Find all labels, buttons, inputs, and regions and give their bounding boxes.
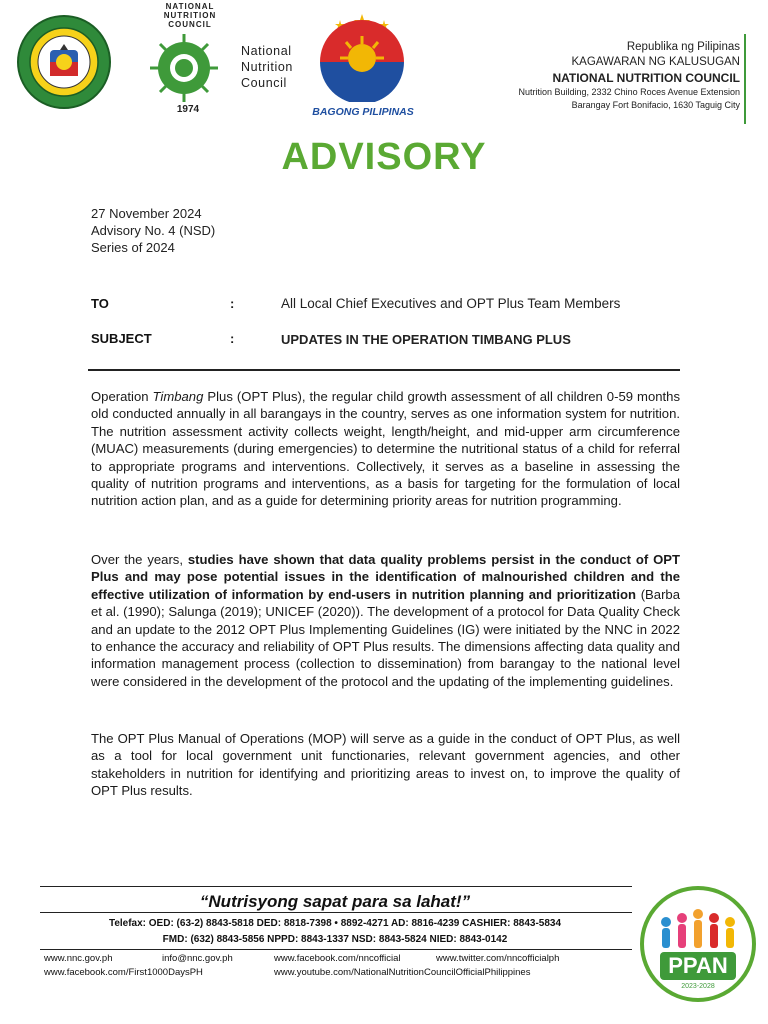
document-title: ADVISORY: [281, 136, 487, 178]
address-city: Barangay Fort Bonifacio, 1630 Taguig City: [571, 100, 740, 110]
subject-label: SUBJECT: [91, 331, 152, 346]
link-email[interactable]: info@nnc.gov.ph: [162, 953, 233, 964]
link-youtube[interactable]: www.youtube.com/NationalNutritionCouncilOfficialPhilippines: [274, 967, 531, 978]
paragraph-2: [91, 551, 680, 690]
link-facebook-nnc[interactable]: www.facebook.com/nncofficial: [274, 953, 401, 964]
letterhead-address: [519, 40, 740, 112]
p2-text-b: (Barba et al. (1990); Salunga (2019); UNICEF (2020)). The development of a protocol for Data Quality Check and an update to the 2012 OPT Plus Implementing Guidelines (IG) were initiated by the NNC in 2022 to enhance the accuracy and reliability of OPT Plus results. The dimensions affecting data quality and information management process (collection to dissemination) from barangay to the national level were considered in the development of the protocol and the updating of the implementing guidelines.: [91, 586, 680, 689]
address-street: Nutrition Building, 2332 Chino Roces Avenue Extension: [518, 87, 740, 97]
to-value: All Local Chief Executives and OPT Plus Team Members: [281, 296, 621, 311]
to-colon: :: [230, 296, 235, 311]
footer-rule-bottom: [40, 949, 632, 950]
nnc-word-nutrition: Nutrition: [241, 60, 293, 74]
bagong-pilipinas-logo: [310, 12, 414, 102]
advisory-series: Series of 2024: [91, 240, 175, 255]
p2-text-a: Over the years,: [91, 552, 188, 567]
nnc-word-council: Council: [241, 76, 287, 90]
nnc-logo-text: NATIONAL NUTRITION COUNCIL: [163, 2, 217, 29]
p1-text-a: Operation: [91, 389, 153, 404]
subject-value: UPDATES IN THE OPERATION TIMBANG PLUS: [281, 332, 571, 347]
advisory-meta: [91, 205, 215, 256]
footer-rule-motto: [40, 912, 632, 913]
letterhead-accent-bar: [744, 34, 746, 124]
subject-colon: :: [230, 331, 235, 346]
ppan-text: PPAN: [668, 953, 728, 978]
p1-italic: Timbang: [152, 389, 204, 404]
to-label: TO: [91, 296, 109, 311]
footer-motto: “Nutrisyong sapat para sa lahat!”: [199, 892, 471, 911]
paragraph-3: The OPT Plus Manual of Operations (MOP) will serve as a guide in the conduct of OPT Plus, as well as a tool for local government unit functionaries, relevant government agencies, and other stakeholders in nutrition for identifying and prioritizing areas to invest on, to improve the quality of OPT Plus results.: [91, 731, 680, 799]
nnc-logo-year: 1974: [176, 104, 200, 115]
bagong-pilipinas-text: BAGONG PILIPINAS: [312, 106, 414, 118]
footer-rule-top: [40, 886, 632, 887]
link-website[interactable]: www.nnc.gov.ph: [44, 953, 113, 964]
address-department: KAGAWARAN NG KALUSUGAN: [571, 56, 740, 68]
address-republic: Republika ng Pilipinas: [626, 41, 740, 53]
paragraph-1: [91, 388, 680, 510]
nnc-word-national: National: [241, 44, 292, 58]
footer-fmd: FMD: (632) 8843-5856 NPPD: 8843-1337 NSD: 8843-5824 NIED: 8843-0142: [162, 934, 508, 945]
p1-text-b: Plus (OPT Plus), the regular child growth assessment of all children 0-59 months old conducted annually in all barangays in the country, serves as one information system for nutrition. The nutrition assessment activity collects weight, length/height, and mid-upper arm circumference (MUAC) measurements (during emergencies) to determine the nutritional status of a child for referral to appropriate programs and interventions. Collectively, it serves as a baseline in assessing the quality of nutrition programs and interventions, as a basis for targeting for the formulation of local nutrition action plan, and as a guide for determining priority areas for nutrition programming.: [91, 389, 680, 509]
ppan-years: 2023-2028: [681, 983, 715, 990]
p2-bold: studies have shown that data quality problems persist in the conduct of OPT Plus and may pose potential issues in the identification of malnourished children and the effective utilization of information by end-users in nutrition planning and prioritization: [91, 552, 681, 602]
nnc-logo: [128, 16, 240, 116]
doh-seal-logo: [16, 14, 112, 110]
nnc-wordmark: [241, 43, 293, 91]
link-twitter[interactable]: www.twitter.com/nncofficialph: [436, 953, 560, 964]
header-divider: [88, 369, 680, 371]
advisory-number: Advisory No. 4 (NSD): [91, 223, 216, 238]
link-facebook-first1000[interactable]: www.facebook.com/First1000DaysPH: [44, 967, 203, 978]
advisory-date: 27 November 2024: [91, 206, 202, 221]
address-agency: NATIONAL NUTRITION COUNCIL: [552, 71, 740, 85]
footer-telefax: Telefax: OED: (63-2) 8843-5818 DED: 8818-7398 • 8892-4271 AD: 8816-4239 CASHIER: 8843-5834: [108, 918, 562, 929]
